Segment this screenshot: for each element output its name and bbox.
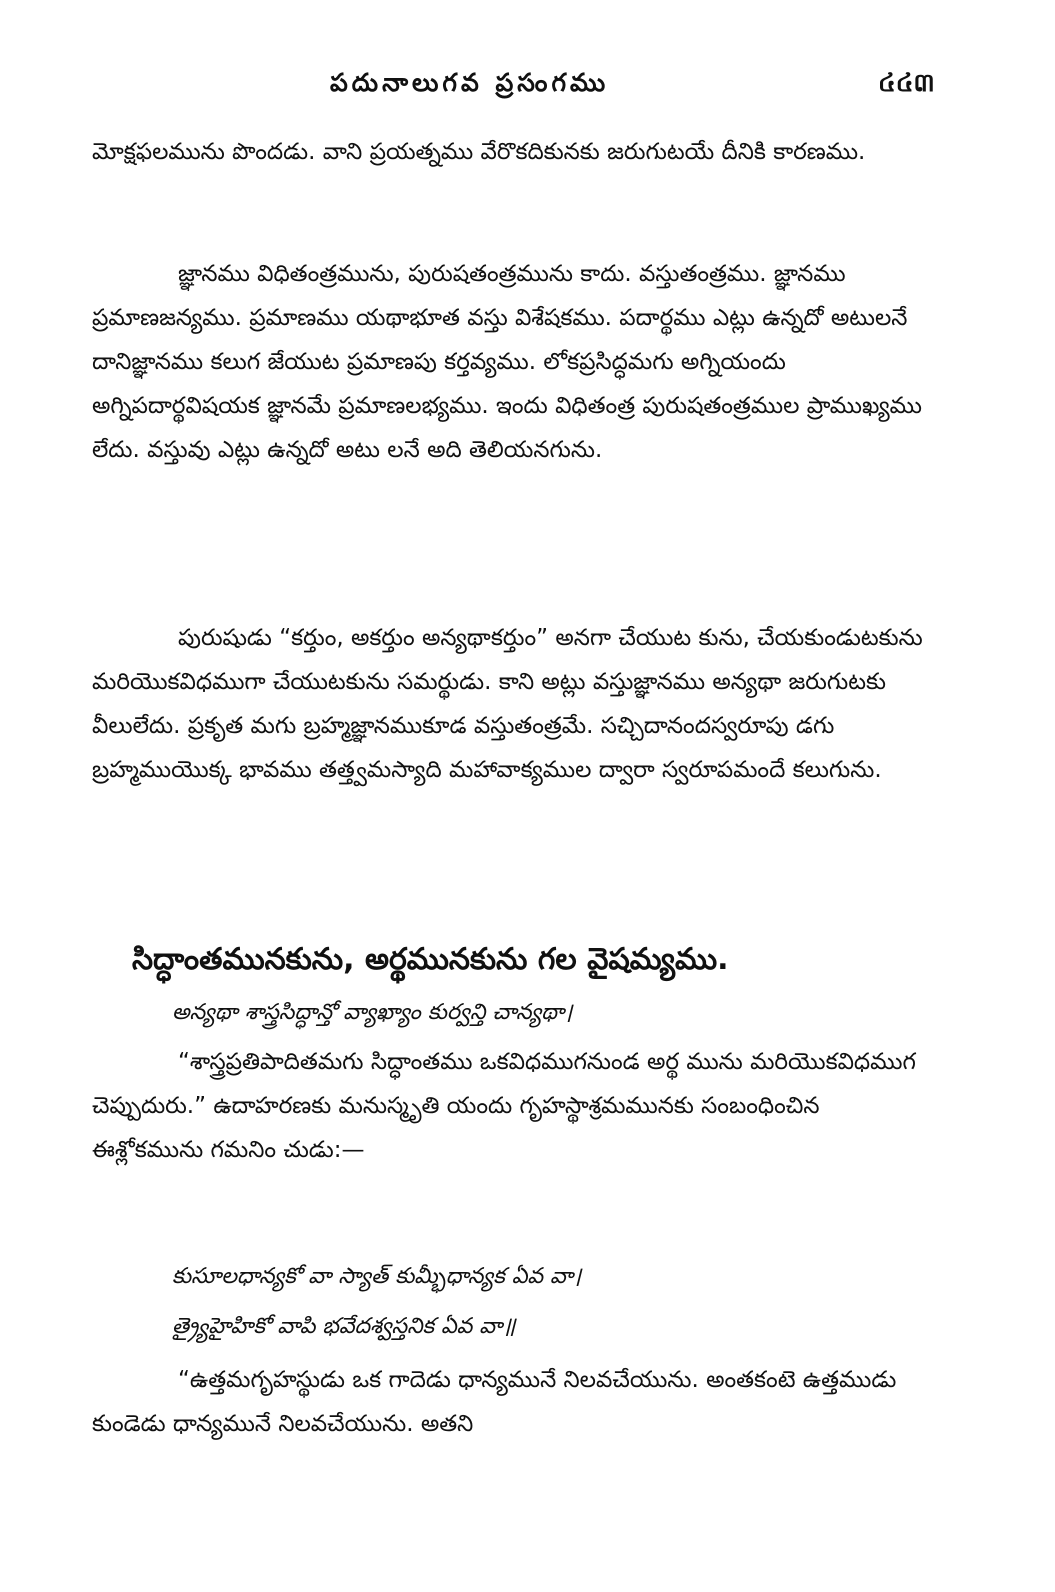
verse-line: అన్యథా శాస్త్రసిద్ధాన్తో వ్యాఖ్యాం కుర్వన్తి చాన్యథా। bbox=[172, 1000, 573, 1025]
running-title: పదునాలుగవ ప్రసంగము bbox=[330, 68, 610, 97]
page-header bbox=[0, 68, 1055, 108]
paragraph-5: “ఉత్తమగృహస్థుడు ఒక గాదెడు ధాన్యమునే నిలవచేయును. అంతకంటె ఉత్తముడు కుండెడు ధాన్యమునే నిలవచేయును. అతని bbox=[92, 1367, 897, 1437]
paragraph-2: జ్ఞానము విధితంత్రమును, పురుషతంత్రమును కాదు. వస్తుతంత్రము. జ్ఞానము ప్రమాణజన్యము. ప్రమాణము యథాభూత వస్తు విశేషకము. పదార్థము ఎట్లు ఉన్నదో అటులనే దానిజ్ఞానము కలుగ జేయుట ప్రమాణపు కర్తవ్యము. లోకప్రసిద్ధమగు అగ్నియందు అగ్నిపదార్థవిషయక జ్ఞానమే ప్రమాణలభ్యము. ఇందు విధితంత్ర పురుషతంత్రముల ప్రాముఖ్యము లేదు. వస్తువు ఎట్లు ఉన్నదో అటు లనే అది తెలియనగును. bbox=[92, 261, 922, 463]
paragraph-4: “శాస్త్రప్రతిపాదితమగు సిద్ధాంతము ఒకవిధముగనుండ అర్థ మును మరియొకవిధముగ చెప్పుదురు.” ఉదాహరణకు మనుస్మృతి యందు గృహస్థాశ్రమమునకు సంబంధించిన ఈశ్లోకమును గమనిం చుడు:— bbox=[92, 1049, 916, 1163]
verse-line: త్ర్యైహైహికో వాపి భవేదశ్వస్తనిక ఏవ వా॥ bbox=[172, 1314, 516, 1339]
paragraph-1: మోక్షఫలమును పొందడు. వాని ప్రయత్నము వేరొకదికునకు జరుగుటయే దీనికి కారణము. bbox=[92, 139, 866, 165]
section-heading: సిద్ధాంతమునకును, అర్థమునకును గల వైషమ్యము. bbox=[132, 942, 729, 977]
paragraph-3: పురుషుడు “కర్తుం, అకర్తుం అన్యథాకర్తుం” అనగా చేయుట కును, చేయకుండుటకును మరియొకవిధముగా చేయుటకును సమర్థుడు. కాని అట్లు వస్తుజ్ఞానము అన్యథా జరుగుటకు వీలులేదు. ప్రకృత మగు బ్రహ్మజ్ఞానముకూడ వస్తుతంత్రమే. సచ్చిదానందస్వరూపు డగు బ్రహ్మముయొక్క భావము తత్త్వమస్యాది మహావాక్యముల ద్వారా స్వరూపమందే కలుగును. bbox=[92, 625, 923, 783]
page-number: ៤៤៣ bbox=[878, 68, 935, 97]
verse-line: కుసూలధాన్యకో వా స్యాత్ కుమ్భీధాన్యక ఏవ వా। bbox=[172, 1264, 582, 1289]
